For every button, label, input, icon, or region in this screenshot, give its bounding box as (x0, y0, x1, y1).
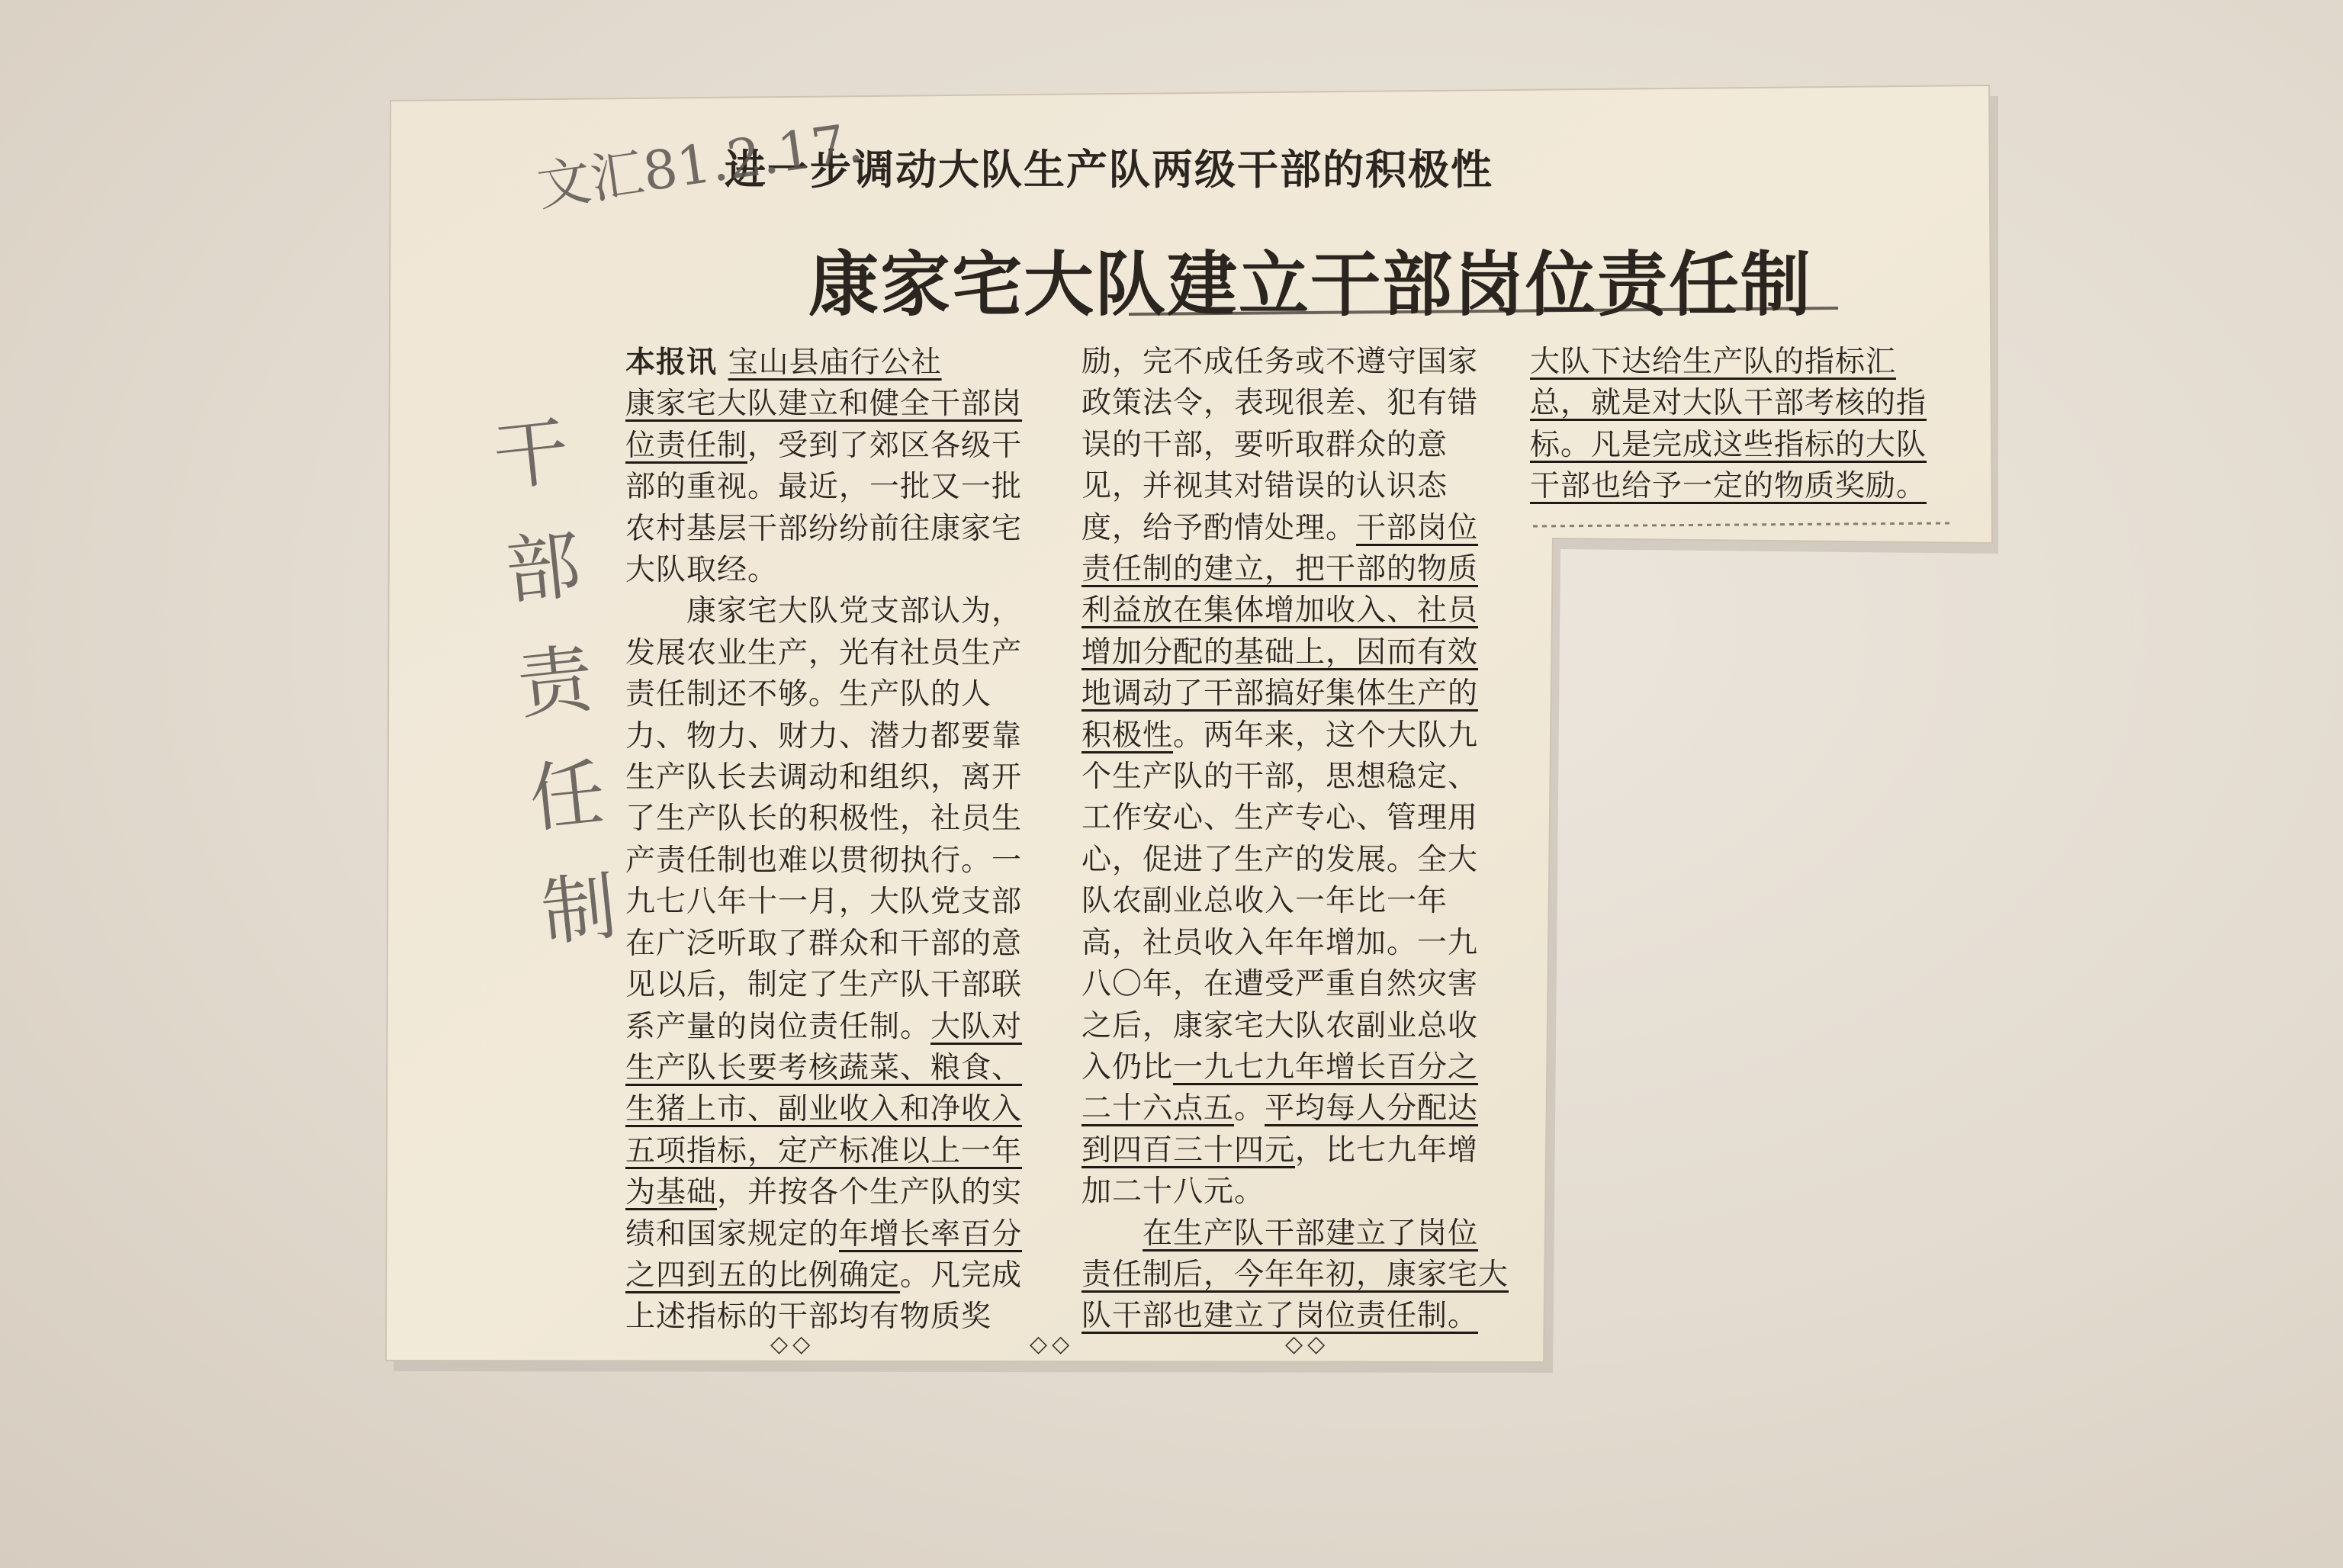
article-text-run: 标。凡是完成这些指标的大队 (1530, 427, 1927, 462)
article-text-run: 年增长率百分 (839, 1216, 1023, 1252)
handwritten-date-note: 文汇81.2.17. (533, 111, 866, 219)
ornament-diamonds: ◇◇ (1030, 1331, 1075, 1358)
article-line (625, 924, 1068, 965)
article-line (625, 550, 1068, 591)
article-text-run: 工作安心、生产专心、管理用 (1082, 801, 1479, 836)
article-line (625, 633, 1068, 674)
article-text-run: 。 (1234, 1091, 1265, 1126)
article-text-run: 度，给予酌情处理。 (1082, 510, 1357, 545)
article-line (625, 342, 1068, 384)
article-line (1082, 715, 1509, 757)
article-text-run: 上述指标的干部均有物质奖 (625, 1300, 992, 1335)
article-line (625, 1296, 1068, 1338)
article-text-run: 误的干部，要听取群众的意 (1082, 427, 1448, 462)
article-text-run: 责任制后，今年年初，康家宅大 (1082, 1257, 1509, 1292)
article-text-run: 生猪上市、副业收入和净收入 (625, 1092, 1023, 1127)
article-text-run: 在生产队干部建立了岗位 (1143, 1216, 1479, 1251)
article-text-run: 利益放在集体增加收入、社员 (1082, 593, 1479, 628)
article-line (625, 467, 1068, 508)
article-line (625, 426, 1068, 467)
article-text-run: 责任制的建立，把干部的物质 (1082, 552, 1479, 587)
article-text-run: 绩和国家规定的 (625, 1216, 840, 1252)
article-text-run: 之四到五的比例确定 (625, 1258, 901, 1293)
article-line (1082, 1255, 1509, 1296)
article-subtitle: 进一步调动大队生产队两级干部的积极性 (725, 145, 1493, 194)
article-line (1530, 466, 1957, 507)
article-line (625, 1048, 1068, 1089)
article-text-run: 系产量的岗位责任制。 (625, 1009, 931, 1044)
article-line (625, 716, 1068, 757)
ornament-diamonds: ◇◇ (1285, 1331, 1330, 1358)
article-line (1082, 1130, 1509, 1171)
article-line (625, 1255, 1068, 1296)
article-line (1082, 549, 1509, 590)
article-line (625, 1007, 1068, 1048)
article-text-run: 力、物力、财力、潜力都要靠 (625, 718, 1023, 753)
handwritten-topic-note: 干部责任制 (489, 407, 622, 958)
article-text-run: 了生产队长的积极性，社员生 (625, 802, 1023, 837)
article-text-run: 到四百三十四元 (1082, 1133, 1296, 1168)
article-line (1082, 383, 1509, 424)
article-line (625, 882, 1068, 923)
article-line (1082, 1047, 1509, 1088)
article-text-run: 农村基层干部纷纷前往康家宅 (625, 511, 1023, 546)
article-text-run: 康家宅大队党支部认为， (625, 594, 1023, 629)
article-line (1082, 1006, 1509, 1047)
article-text-run: 见以后，制定了生产队干部联 (625, 968, 1023, 1003)
article-text-run: 积极性 (1082, 718, 1174, 753)
article-text-run: 加二十八元。 (1082, 1174, 1265, 1210)
article-text-run: 九七八年十一月，大队党支部 (625, 885, 1023, 920)
article-line (1082, 757, 1509, 798)
article-text-run: 生产队长要考核蔬菜、粮食、 (625, 1050, 1023, 1085)
article-text-run: 干部岗位 (1356, 510, 1479, 545)
article-line (1082, 632, 1509, 673)
article-text-run: 。两年来，这个大队九 (1173, 718, 1479, 753)
article-line (625, 1214, 1068, 1255)
article-text-run: 大队对 (930, 1009, 1023, 1044)
article-line (1530, 383, 1957, 424)
article-text-run: 发展农业生产，光有社员生产 (625, 635, 1023, 670)
article-line (1082, 923, 1509, 964)
article-line (1082, 342, 1509, 383)
article-text-run: 之后，康家宅大队农副业总收 (1082, 1008, 1479, 1043)
article-line (625, 840, 1068, 882)
article-line (1530, 342, 1957, 383)
article-text-run: 为基础 (625, 1175, 718, 1210)
article-text-run: 增加分配的基础上，因而有效 (1082, 635, 1479, 670)
article-line (625, 1089, 1068, 1130)
article-text-run: 大队下达给生产队的指标汇 (1530, 345, 1897, 379)
article-line (1082, 508, 1509, 549)
article-line (625, 1131, 1068, 1172)
article-line (625, 965, 1068, 1006)
article-text-run: 高，社员收入年年增加。一九 (1082, 925, 1479, 960)
article-text-run: 心，促进了生产的发展。全大 (1082, 842, 1479, 877)
article-line (1082, 466, 1509, 507)
article-text-run: 总，就是对大队干部考核的指 (1530, 386, 1927, 421)
article-column-3 (1530, 342, 1957, 508)
article-text-run: 八〇年，在遭受严重自然灾害 (1082, 967, 1479, 1002)
article-line (1082, 590, 1509, 631)
article-line (1082, 1213, 1509, 1255)
article-dateline-tag: 本报讯 (625, 345, 728, 380)
article-text-run: 。凡完成 (900, 1258, 1023, 1293)
article-line (625, 591, 1068, 632)
article-text-run: 康家宅大队建立和健全干部岗 (625, 387, 1023, 422)
article-text-run: 地调动了干部搞好集体生产的 (1082, 676, 1479, 712)
article-text-run: 一九七九年增长百分之 (1173, 1049, 1479, 1084)
article-text-run: 队农副业总收入一年比一年 (1082, 884, 1448, 919)
article-line (1530, 425, 1957, 466)
article-text-run: 位责任制 (625, 428, 748, 463)
article-line (1082, 964, 1509, 1005)
article-text-run: 五项指标，定产标准以上一年 (625, 1133, 1023, 1168)
article-text-run: 在广泛听取了群众和干部的意 (625, 926, 1023, 961)
article-column-1 (625, 342, 1068, 1338)
article-text-run: 责任制还不够。生产队的人 (625, 677, 992, 712)
article-line (1082, 881, 1509, 922)
article-text-run: ，受到了郊区各级干 (747, 428, 1023, 463)
article-text-run: 干部也给予一定的物质奖励。 (1530, 469, 1927, 504)
article-text-run: 大队取经。 (625, 553, 779, 588)
ornament-diamonds: ◇◇ (770, 1331, 815, 1358)
article-line (1082, 840, 1509, 881)
article-text-run: 个生产队的干部，思想稳定、 (1082, 760, 1479, 795)
article-line (625, 1172, 1068, 1213)
article-text-run: 队干部也建立了岗位责任制。 (1082, 1299, 1479, 1334)
article-line (625, 674, 1068, 715)
article-text-run: 部的重视。最近，一批又一批 (625, 470, 1023, 505)
article-text-run: 见，并视其对错误的认识态 (1082, 469, 1448, 504)
article-column-2 (1082, 342, 1509, 1338)
article-text-run: 入仍比 (1082, 1049, 1174, 1084)
article-line (1082, 798, 1509, 839)
article-line (625, 509, 1068, 550)
article-text-run: 宝山县庙行公社 (728, 345, 942, 380)
article-text-run (1082, 1216, 1143, 1251)
article-line (625, 384, 1068, 425)
article-text-run: 平均每人分配达 (1265, 1091, 1479, 1126)
article-text-run: 政策法令，表现很差、犯有错 (1082, 386, 1479, 421)
article-text-run: 二十六点五 (1082, 1091, 1235, 1126)
article-line (625, 798, 1068, 840)
article-line (625, 757, 1068, 798)
article-text-run: ，比七九年增 (1295, 1133, 1479, 1168)
article-line (1082, 1088, 1509, 1129)
article-text-run: 励，完不成任务或不遵守国家 (1082, 345, 1479, 379)
article-text-run: 生产队长去调动和组织，离开 (625, 760, 1023, 795)
article-text-run: 产责任制也难以贯彻执行。一 (625, 843, 1023, 878)
article-title: 康家宅大队建立干部岗位责任制 (808, 243, 1813, 326)
article-line (1082, 1171, 1509, 1213)
article-text-run: ，并按各个生产队的实 (717, 1175, 1023, 1210)
article-line (1082, 673, 1509, 715)
article-line (1082, 425, 1509, 466)
